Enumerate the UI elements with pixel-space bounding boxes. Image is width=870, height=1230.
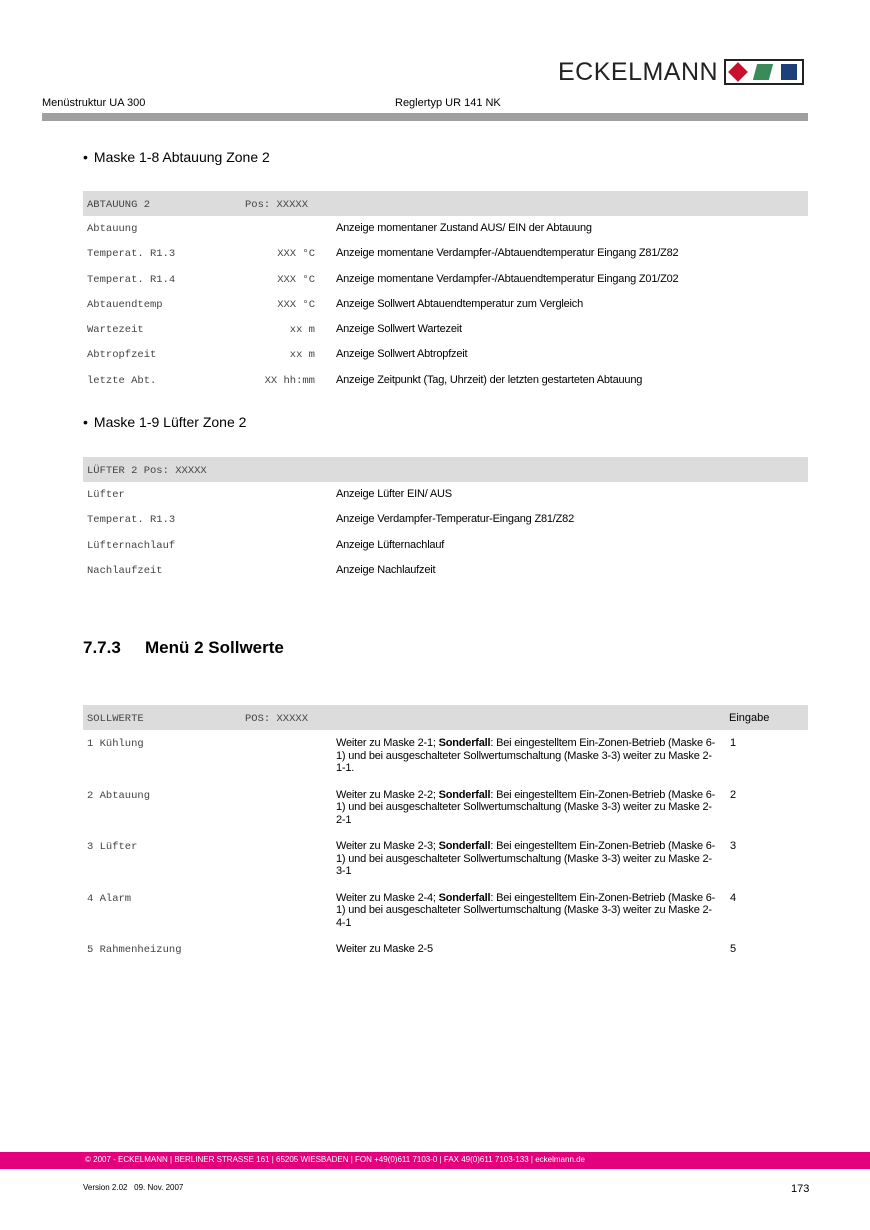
table-header	[83, 457, 808, 482]
bullet-text: Maske 1-9 Lüfter Zone 2	[93, 414, 247, 430]
desc-bold: Sonderfall	[438, 840, 491, 852]
table-row	[83, 885, 808, 937]
table-row	[83, 507, 808, 532]
footer-bar	[0, 1152, 870, 1169]
row-input-key: 5	[730, 943, 737, 955]
desc-text: Weiter zu Maske 2-1;	[336, 737, 439, 749]
footer-version: Version 2.02 09. Nov. 2007	[83, 1183, 184, 1192]
desc-text: : Bei eingestelltem Ein-Zonen-Betrieb (Maske 6-1) und bei ausgeschalteter Sollwertumschaltung (Maske 3-3) weiter zu Maske 2-1-1.	[336, 737, 716, 774]
desc-text: Weiter zu Maske 2-2;	[336, 788, 439, 801]
row-description	[336, 892, 721, 930]
row-value: XX hh:mm	[264, 374, 315, 387]
table-row	[83, 482, 808, 507]
section-heading	[83, 638, 284, 658]
row-label: Temperat. R1.3	[87, 514, 176, 527]
row-label: Wartezeit	[87, 324, 144, 337]
row-label: Nachlaufzeit	[87, 564, 163, 577]
table-row	[83, 368, 808, 393]
table-row	[83, 782, 808, 834]
row-value: xx m	[289, 324, 315, 337]
row-description: Anzeige Verdampfer-Temperatur-Eingang Z81/Z82	[336, 513, 575, 526]
desc-bold: Sonderfall	[438, 788, 491, 801]
header-col-title: ABTAUUNG 2	[87, 199, 151, 211]
row-label: Temperat. R1.3	[87, 248, 176, 261]
table-row	[83, 216, 808, 241]
table-row	[83, 342, 808, 367]
footer-contact: © 2007 - ECKELMANN | BERLINER STRASSE 161 | 65205 WIESBADEN | FON +49(0)611 7103-0 | FAX 49(0)611 7103-133 | eckelmann.de	[85, 1155, 586, 1164]
table-row	[83, 292, 808, 317]
row-description: Anzeige Lüfternachlauf	[336, 538, 445, 551]
header-col-title: SOLLWERTE	[87, 713, 144, 725]
desc-bold: Sonderfall	[438, 737, 491, 749]
table-row	[83, 558, 808, 583]
row-label: Lüfternachlauf	[87, 539, 176, 552]
row-description: Anzeige Lüfter EIN/ AUS	[336, 488, 452, 500]
bullet-mask-1-8: • Maske 1-8 Abtauung Zone 2	[83, 149, 270, 165]
row-label: 2 Abtauung	[87, 789, 151, 802]
row-description: Anzeige momentane Verdampfer-/Abtauendtemperatur Eingang Z81/Z82	[336, 247, 679, 260]
row-label: 1 Kühlung	[87, 738, 144, 750]
bullet-mask-1-9: • Maske 1-9 Lüfter Zone 2	[83, 414, 247, 430]
row-value: xx m	[289, 349, 315, 362]
row-description	[336, 943, 721, 956]
row-description	[336, 737, 721, 775]
sollwerte-table	[83, 705, 808, 988]
row-input-key: 1	[730, 737, 737, 749]
table-row	[83, 317, 808, 342]
header-controller-type: Reglertyp UR 141 NK	[395, 97, 501, 109]
desc-text: : Bei eingestelltem Ein-Zonen-Betrieb (Maske 6-1) und bei ausgeschalteter Sollwertumschaltung (Maske 3-3) weiter zu Maske 2-3-1	[336, 840, 716, 877]
row-label: 5 Rahmenheizung	[87, 944, 182, 956]
bullet-text: Maske 1-8 Abtauung Zone 2	[93, 149, 270, 165]
logo-squares-icon	[724, 59, 804, 85]
header-col-title: LÜFTER 2 Pos: XXXXX	[87, 465, 207, 477]
row-description: Anzeige Zeitpunkt (Tag, Uhrzeit) der letzten gestarteten Abtauung	[336, 373, 643, 386]
row-description: Anzeige Sollwert Abtauendtemperatur zum Vergleich	[336, 297, 584, 310]
row-input-key: 3	[730, 840, 737, 852]
row-input-key: 4	[730, 891, 737, 904]
header-col-pos: Pos: XXXXX	[245, 199, 309, 211]
table-row	[83, 833, 808, 885]
row-value: XXX °C	[277, 298, 315, 311]
mask-1-8-table	[83, 191, 808, 393]
row-value: XXX °C	[277, 248, 315, 261]
row-description	[336, 840, 721, 878]
row-description: Anzeige Sollwert Wartezeit	[336, 323, 462, 336]
row-label: Abtropfzeit	[87, 349, 157, 362]
desc-text: : Bei eingestelltem Ein-Zonen-Betrieb (Maske 6-1) und bei ausgeschalteter Sollwertumschaltung (Maske 3-3) weiter zu Maske 2-4-1	[336, 891, 716, 929]
row-description: Anzeige Sollwert Abtropfzeit	[336, 348, 468, 361]
table-row	[83, 241, 808, 266]
brand-logo	[558, 57, 804, 87]
row-input-key: 2	[730, 788, 737, 801]
table-header	[83, 191, 808, 216]
table-row	[83, 267, 808, 292]
desc-text: Weiter zu Maske 2-3;	[336, 840, 439, 852]
row-label: letzte Abt.	[87, 374, 157, 387]
row-description: Anzeige Nachlaufzeit	[336, 563, 436, 576]
row-description: Anzeige momentane Verdampfer-/Abtauendtemperatur Eingang Z01/Z02	[336, 272, 679, 285]
section-number: 7.7.3	[83, 638, 121, 657]
row-label: Abtauung	[87, 223, 138, 235]
row-description	[336, 789, 721, 827]
desc-bold: Sonderfall	[438, 891, 491, 904]
header-doc-title: Menüstruktur UA 300	[42, 97, 146, 109]
header-col-input: Eingabe	[729, 712, 770, 724]
desc-text: Weiter zu Maske 2-5	[336, 943, 433, 955]
header-col-pos: POS: XXXXX	[245, 713, 309, 725]
row-label: 3 Lüfter	[87, 841, 138, 853]
row-value: XXX °C	[277, 273, 315, 286]
mask-1-9-table	[83, 457, 808, 583]
row-label: Temperat. R1.4	[87, 273, 176, 286]
brand-name: ECKELMANN	[558, 57, 719, 86]
row-label: 4 Alarm	[87, 892, 132, 905]
header-divider	[42, 113, 808, 121]
section-title: Menü 2 Sollwerte	[145, 638, 284, 657]
desc-text: : Bei eingestelltem Ein-Zonen-Betrieb (Maske 6-1) und bei ausgeschalteter Sollwertumschaltung (Maske 3-3) weiter zu Maske 2-2-1	[336, 788, 716, 826]
row-label: Lüfter	[87, 489, 125, 501]
table-row	[83, 533, 808, 558]
desc-text: Weiter zu Maske 2-4;	[336, 891, 439, 904]
page-number: 173	[791, 1183, 810, 1195]
table-row	[83, 730, 808, 782]
table-row	[83, 936, 808, 988]
table-header	[83, 705, 808, 730]
row-label: Abtauendtemp	[87, 298, 163, 311]
row-description: Anzeige momentaner Zustand AUS/ EIN der Abtauung	[336, 222, 592, 234]
